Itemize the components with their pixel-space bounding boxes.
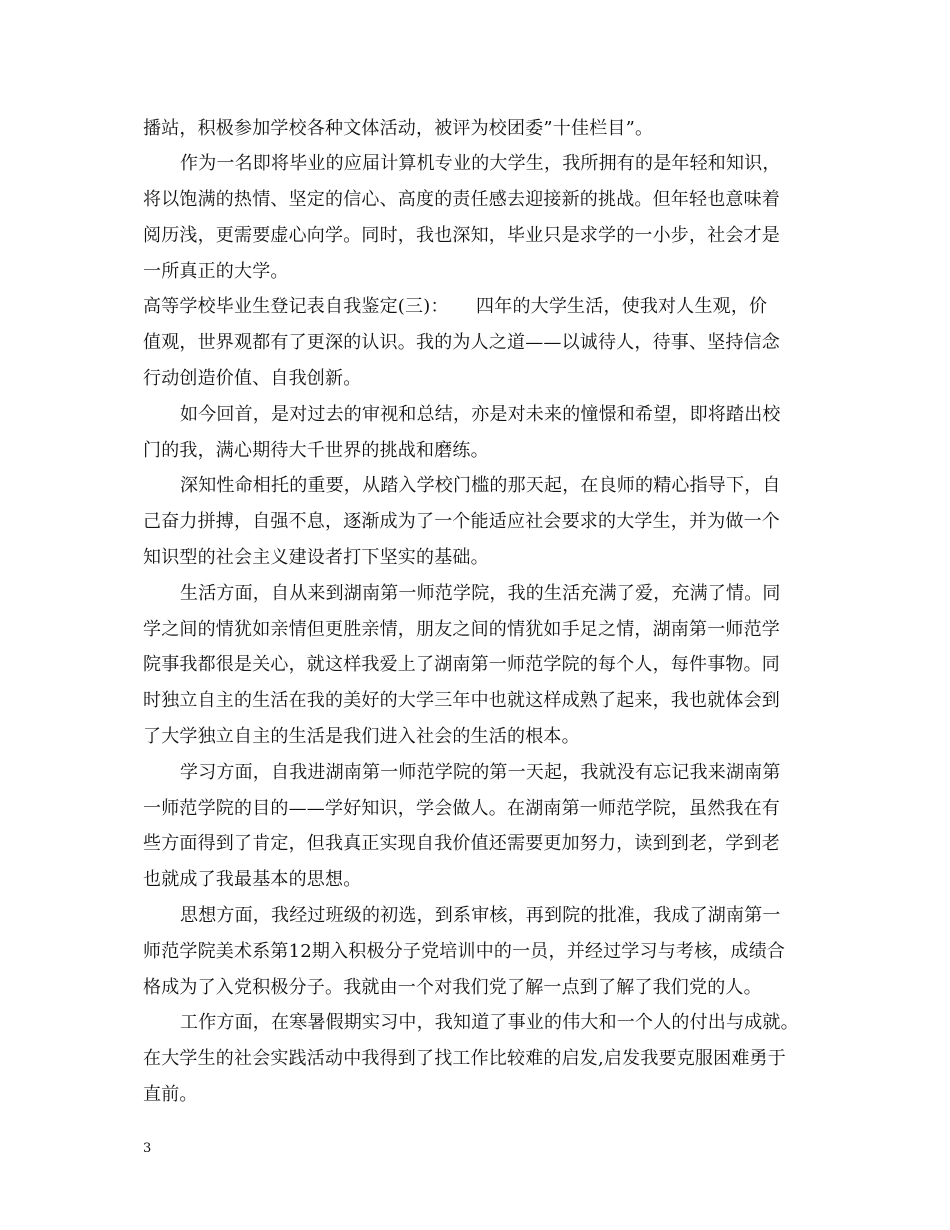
text-line: 直前。 [143,1084,198,1105]
text-line: 一师范学院的目的——学好知识，学会做人。在湖南第一师范学院，虽然我在有 [143,798,780,819]
text-line: 一所真正的大学。 [143,261,289,282]
text-line: 了大学独立自主的生活是我们进入社会的生活的根本。 [143,726,580,747]
text-line: 阅历浅，更需要虚心向学。同时，我也深知，毕业只是求学的一小步，社会才是 [143,225,780,246]
text-line: 值观，世界观都有了更深的认识。我的为人之道——以诚待人，待事、坚持信念 [143,332,780,353]
text-line: 时独立自主的生活在我的美好的大学三年中也就这样成熟了起来，我也就体会到 [143,690,780,711]
text-line: 高等学校毕业生登记表自我鉴定(三)： 四年的大学生活，使我对人生观，价 [143,296,768,317]
text-line: 知识型的社会主义建设者打下坚实的基础。 [143,547,489,568]
text-line: 生活方面，自从来到湖南第一师范学院，我的生活充满了爱，充满了情。同 [180,583,781,604]
text-line: 格成为了入党积极分子。我就由一个对我们党了解一点到了解了我们党的人。 [143,977,762,998]
text-line: 学之间的情犹如亲情但更胜亲情，朋友之间的情犹如手足之情，湖南第一师范学 [143,619,780,640]
text-line: 思想方面，我经过班级的初选，到系审核，再到院的批准，我成了湖南第一 [180,905,781,926]
text-line: 行动创造价值、自我创新。 [143,368,362,389]
text-line: 也就成了我最基本的思想。 [143,869,362,890]
text-line: 作为一名即将毕业的应届计算机专业的大学生，我所拥有的是年轻和知识， [180,153,781,174]
text-line: 播站，积极参加学校各种文体活动，被评为校团委”十佳栏目”。 [143,118,654,139]
text-line: 门的我，满心期待大千世界的挑战和磨练。 [143,440,489,461]
text-line: 学习方面，自我进湖南第一师范学院的第一天起，我就没有忘记我来湖南第 [180,762,781,783]
text-line: 如今回首，是对过去的审视和总结，亦是对未来的憧憬和希望，即将踏出校 [180,404,781,425]
text-line: 师范学院美术系第12期入积极分子党培训中的一员，并经过学习与考核，成绩合 [143,941,786,962]
text-line: 将以饱满的热情、坚定的信心、高度的责任感去迎接新的挑战。但年轻也意味着 [143,189,780,210]
text-line: 深知性命相托的重要，从踏入学校门槛的那天起，在良师的精心指导下，自 [180,475,781,496]
page-number: 3 [143,1141,152,1156]
text-line: 己奋力拼搏，自强不息，逐渐成为了一个能适应社会要求的大学生，并为做一个 [143,511,780,532]
text-line: 些方面得到了肯定，但我真正实现自我价值还需要更加努力，读到到老，学到老 [143,833,780,854]
text-line: 在大学生的社会实践活动中我得到了找工作比较难的启发,启发我要克服困难勇于 [143,1048,786,1069]
text-line: 院事我都很是关心，就这样我爱上了湖南第一师范学院的每个人，每件事物。同 [143,654,780,675]
text-line: 工作方面，在寒暑假期实习中，我知道了事业的伟大和一个人的付出与成就。 [180,1012,799,1033]
